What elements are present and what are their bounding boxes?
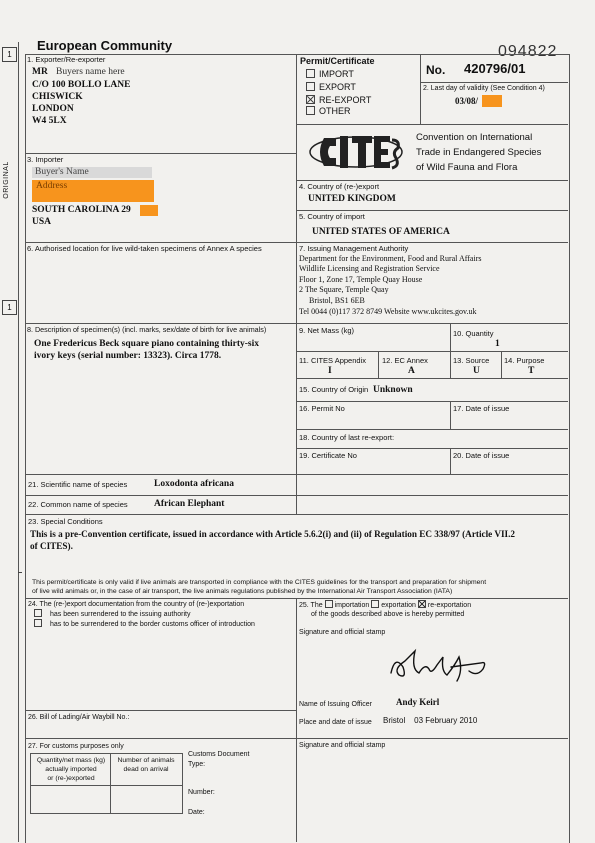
- validity-redaction: [482, 95, 502, 107]
- authority-line4: 2 The Square, Temple Quay: [299, 285, 389, 294]
- exporter-line3: CHISWICK: [32, 92, 83, 102]
- net-mass-label: 9. Net Mass (kg): [299, 326, 355, 335]
- customs-date-label: Date:: [188, 809, 205, 816]
- last-reexport-label: 18. Country of last re-export:: [299, 433, 395, 442]
- purpose-label: 14. Purpose: [504, 356, 545, 365]
- customs-stamp-label: Signature and official stamp: [299, 742, 386, 749]
- validity-label: 2. Last day of validity (See Condition 4): [423, 85, 545, 92]
- quantity-value: 1: [495, 339, 500, 349]
- customs-label: 27. For customs purposes only: [28, 743, 124, 750]
- purpose-value: T: [528, 366, 535, 376]
- annex-label: 12. EC Annex: [382, 356, 428, 365]
- box24-option1[interactable]: has been surrendered to the issuing authority: [32, 609, 190, 619]
- validity-value: 03/08/: [455, 96, 479, 106]
- checkbox-icon[interactable]: [371, 600, 379, 608]
- source-label: 13. Source: [453, 356, 490, 365]
- exporter-line5: W4 5LX: [32, 116, 67, 126]
- officer-label: Name of Issuing Officer: [299, 701, 373, 708]
- customs-col1-line2: actually imported: [45, 766, 97, 773]
- special-conditions-label: 23. Special Conditions: [28, 517, 103, 526]
- permit-no-label: No.: [426, 63, 446, 77]
- customs-col2-line1: Number of animals: [117, 757, 175, 764]
- exporter-label: 1. Exporter/Re-exporter: [27, 55, 106, 64]
- validity-note-line1: This permit/certificate is only valid if live animals are transported in compliance with the CITES guidelines for the transport and preparation for shipment: [32, 579, 487, 586]
- permit-no-field-label: 16. Permit No: [299, 404, 345, 413]
- permit-number: 420796/01: [464, 61, 526, 76]
- exporter-line4: LONDON: [32, 104, 74, 114]
- customs-number-label: Number:: [188, 789, 215, 796]
- authority-line3: Floor 1, Zone 17, Temple Quay House: [299, 275, 423, 284]
- country-import-label: 5. Country of import: [299, 212, 365, 221]
- authorised-location-label: 6. Authorised location for live wild-taken specimens of Annex A species: [27, 244, 262, 253]
- checkbox-icon: [34, 619, 42, 627]
- description-line2: ivory keys (serial number: 13323). Circa 1778.: [34, 351, 222, 361]
- customs-type-label: Type:: [188, 761, 206, 768]
- exporter-name: MR: [32, 67, 48, 77]
- country-export-label: 4. Country of (re-)export: [299, 182, 380, 191]
- permit-option-import[interactable]: IMPORT: [306, 69, 354, 79]
- serial-number: 094822: [498, 43, 558, 60]
- place-date-label: Place and date of issue: [299, 719, 372, 726]
- checkbox-icon: [34, 609, 42, 617]
- description-line1: One Fredericus Beck square piano containing thirty-six: [34, 339, 260, 349]
- permit-option-other[interactable]: OTHER: [306, 106, 351, 116]
- importer-name: Buyer's Name: [35, 167, 89, 177]
- issuing-authority-label: 7. Issuing Management Authority: [299, 244, 409, 253]
- common-name-label: 22. Common name of species: [28, 500, 128, 509]
- special-conditions-line2: of CITES).: [30, 541, 73, 551]
- side-box-bottom: 1: [2, 300, 17, 315]
- permit-label: Permit/Certificate: [300, 56, 375, 66]
- customs-col1-line1: Quantity/net mass (kg): [36, 757, 106, 764]
- exporter-buyer-placeholder: Buyers name here: [56, 67, 125, 77]
- cites-line3: of Wild Fauna and Flora: [416, 162, 518, 173]
- box24-option2[interactable]: has to be surrendered to the border customs officer of introduction: [32, 619, 255, 629]
- checkbox-icon: [306, 69, 315, 78]
- appendix-value: I: [328, 366, 332, 376]
- special-conditions-line1: This is a pre-Convention certificate, issued in accordance with Article 5.6.2(i) and (ii) of Regulation EC 338/97 (Article VII.2: [30, 529, 516, 539]
- importer-state: SOUTH CAROLINA 29: [32, 205, 131, 215]
- customs-col2-line2: dead on arrival: [123, 766, 169, 773]
- country-export-value: UNITED KINGDOM: [308, 194, 396, 204]
- description-label: 8. Description of specimen(s) (incl. marks, sex/date of birth for live animals): [27, 325, 267, 334]
- cites-logo-icon: [306, 128, 406, 176]
- box25-line2: of the goods described above is hereby permitted: [311, 611, 465, 618]
- signature-image: [385, 645, 495, 685]
- bill-of-lading-label: 26. Bill of Lading/Air Waybill No.:: [28, 714, 130, 721]
- origin-label: 15. Country of Origin: [299, 385, 369, 394]
- side-label-original: ORIGINAL: [3, 161, 10, 199]
- annex-value: A: [408, 366, 415, 376]
- origin-value: Unknown: [373, 385, 413, 395]
- authority-line6: Tel 0044 (0)117 372 8749 Website www.ukcites.gov.uk: [299, 307, 477, 316]
- checkbox-icon: [306, 106, 315, 115]
- validity-note-line2: of live wild animals or, in the case of air transport, the live animals regulations published by the International Air Transport Association (IATA): [32, 588, 453, 595]
- permit-option-export[interactable]: EXPORT: [306, 82, 356, 92]
- source-value: U: [473, 366, 480, 376]
- importer-address: Address: [36, 181, 68, 191]
- authority-line2: Wildlife Licensing and Registration Service: [299, 264, 440, 273]
- cites-line1: Convention on International: [416, 132, 533, 143]
- country-import-value: UNITED STATES OF AMERICA: [312, 227, 450, 237]
- importer-country: USA: [32, 217, 52, 227]
- authority-line5: Bristol, BS1 6EB: [309, 296, 365, 305]
- scientific-name-value: Loxodonta africana: [154, 479, 234, 489]
- side-box-top: 1: [2, 47, 17, 62]
- authority-line1: Department for the Environment, Food and Rural Affairs: [299, 254, 482, 263]
- place-date-value: Bristol 03 February 2010: [383, 716, 478, 725]
- officer-value: Andy Keirl: [396, 697, 440, 707]
- box25-signature-label: Signature and official stamp: [299, 629, 386, 636]
- checkbox-icon: [306, 82, 315, 91]
- permit-option-reexport[interactable]: RE-EXPORT: [306, 95, 371, 105]
- page-title: European Community: [37, 38, 173, 53]
- customs-doc-label: Customs Document: [188, 751, 250, 758]
- cites-line2: Trade in Endangered Species: [416, 147, 542, 158]
- common-name-value: African Elephant: [154, 499, 225, 509]
- date-issue-20-label: 20. Date of issue: [453, 451, 510, 460]
- appendix-label: 11. CITES Appendix: [299, 356, 366, 365]
- exporter-line2: C/O 100 BOLLO LANE: [32, 80, 131, 90]
- quantity-label: 10. Quantity: [453, 329, 494, 338]
- date-issue-17-label: 17. Date of issue: [453, 404, 510, 413]
- importer-label: 3. Importer: [27, 155, 64, 164]
- checked-checkbox-icon: [306, 95, 315, 104]
- scientific-name-label: 21. Scientific name of species: [28, 480, 128, 489]
- box25-line1: 25. The importation exportation re-exportation: [299, 602, 472, 609]
- margin-tick: [18, 572, 22, 573]
- customs-col1-line3: or (re-)exported: [47, 775, 95, 782]
- checked-checkbox-icon[interactable]: [418, 600, 426, 608]
- certificate-no-label: 19. Certificate No: [299, 451, 357, 460]
- box24-label: 24. The (re-)export documentation from the country of (re-)exportation: [28, 601, 245, 608]
- checkbox-icon[interactable]: [325, 600, 333, 608]
- importer-zip-redaction: [140, 205, 158, 216]
